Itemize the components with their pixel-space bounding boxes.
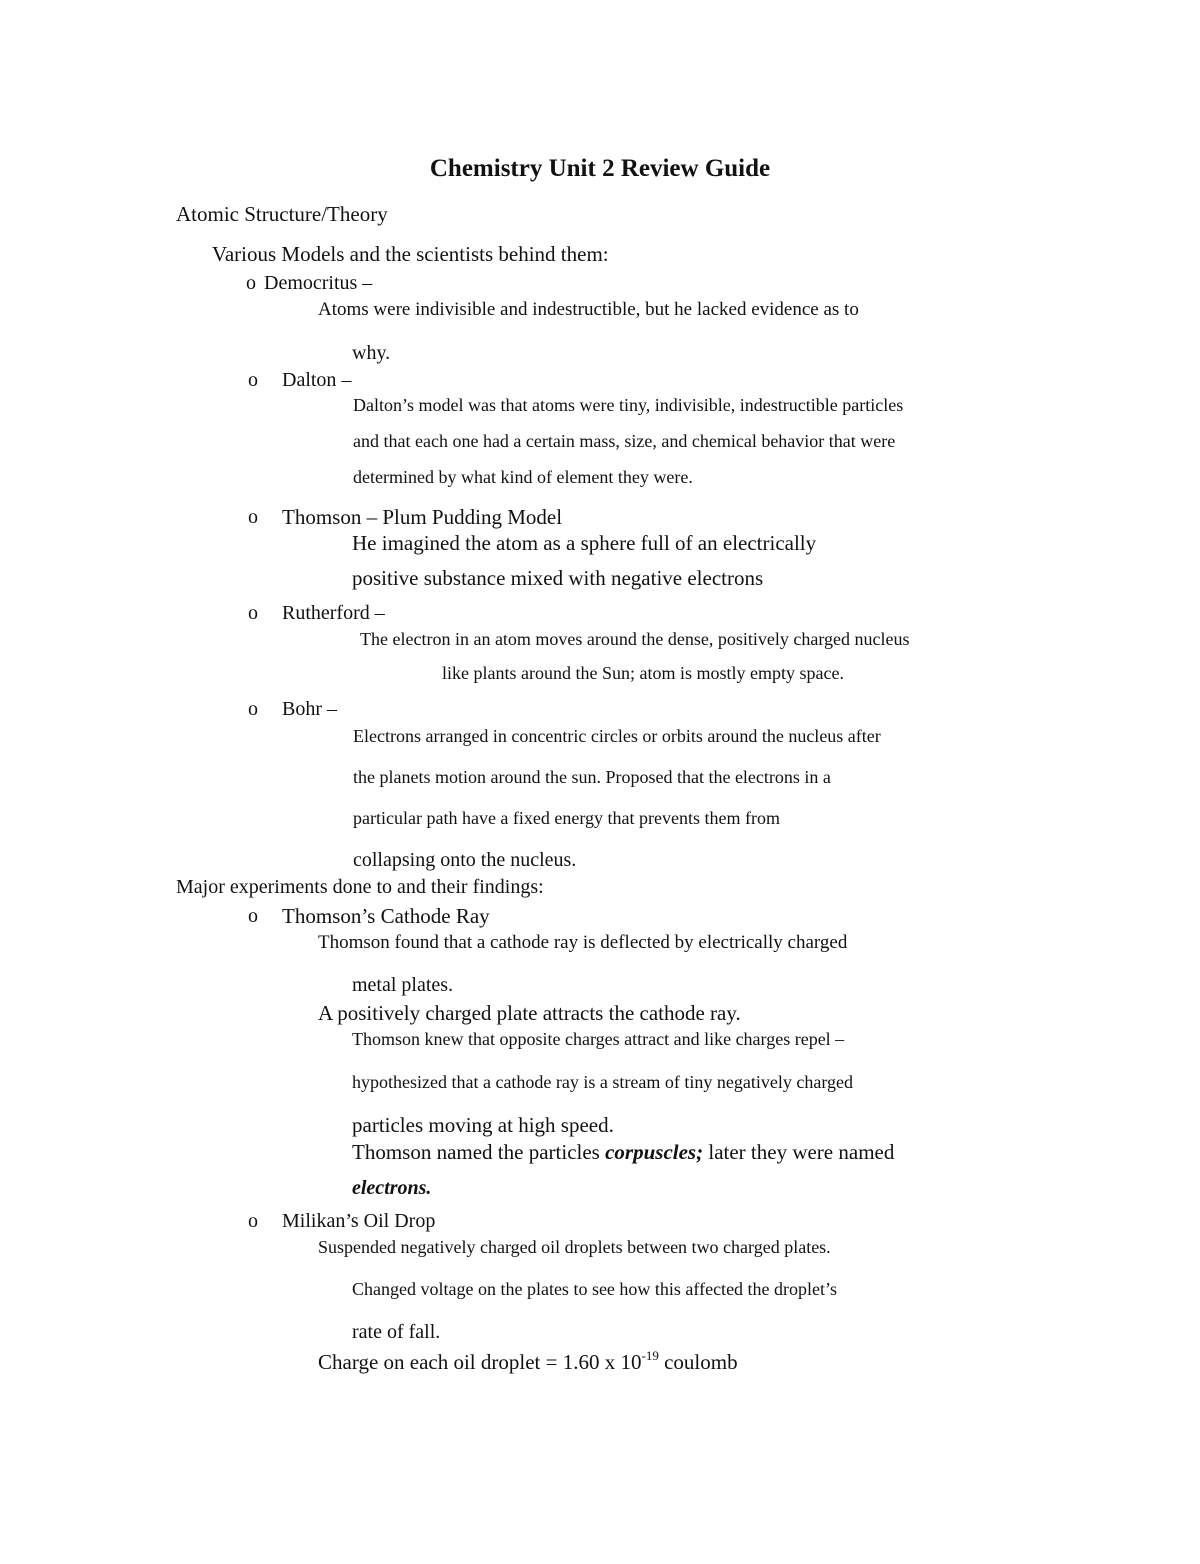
page-title: Chemistry Unit 2 Review Guide	[429, 155, 771, 182]
term-electrons: electrons.	[352, 1177, 432, 1199]
charge-exponent: -19	[641, 1348, 659, 1363]
cathode-text-line	[352, 1142, 894, 1163]
charge-text: Charge on each oil droplet = 1.60 x 10	[318, 1350, 642, 1374]
section-heading-atomic-structure: Atomic Structure/Theory	[176, 202, 388, 226]
cathode-text-line: hypothesized that a cathode ray is a stream of tiny negatively charged	[352, 1072, 853, 1092]
cathode-text-part: later they were named	[703, 1140, 895, 1164]
thomson-text-line: positive substance mixed with negative electrons	[352, 566, 764, 590]
bullet-marker: o	[248, 698, 258, 720]
dalton-name: Dalton –	[282, 369, 352, 391]
dalton-text-line: determined by what kind of element they were.	[353, 467, 693, 487]
oil-drop-text-line: Suspended negatively charged oil droplets between two charged plates.	[318, 1237, 831, 1257]
rutherford-text-line: The electron in an atom moves around the dense, positively charged nucleus	[360, 629, 910, 649]
bohr-text-line: collapsing onto the nucleus.	[353, 849, 577, 871]
bullet-marker: o	[248, 369, 258, 391]
thomson-text-line: He imagined the atom as a sphere full of an electrically	[352, 531, 817, 555]
democritus-text-line: why.	[352, 342, 391, 364]
oil-drop-text-line: rate of fall.	[352, 1321, 441, 1343]
oil-drop-text-line: Changed voltage on the plates to see how this affected the droplet’s	[352, 1279, 838, 1299]
cathode-text-line: A positively charged plate attracts the cathode ray.	[318, 1001, 741, 1025]
cathode-text-line: Thomson knew that opposite charges attract and like charges repel –	[352, 1029, 845, 1049]
cathode-ray-name: Thomson’s Cathode Ray	[282, 904, 490, 928]
dalton-text-line: Dalton’s model was that atoms were tiny, indivisible, indestructible particles	[353, 395, 904, 415]
bullet-marker: o	[248, 905, 258, 927]
rutherford-text-line: like plants around the Sun; atom is mostly empty space.	[442, 663, 844, 683]
cathode-text-line: Thomson found that a cathode ray is deflected by electrically charged	[318, 932, 848, 953]
democritus-text-line: Atoms were indivisible and indestructible, but he lacked evidence as to	[318, 299, 859, 320]
bullet-marker: o	[248, 506, 258, 528]
bohr-text-line: Electrons arranged in concentric circles or orbits around the nucleus after	[353, 726, 881, 746]
thomson-name: Thomson – Plum Pudding Model	[282, 505, 563, 529]
charge-unit: coulomb	[658, 1350, 738, 1374]
dalton-text-line: and that each one had a certain mass, size, and chemical behavior that were	[353, 431, 896, 451]
subheading-models: Various Models and the scientists behind them:	[212, 242, 609, 266]
democritus-name: Democritus –	[264, 272, 373, 294]
oil-drop-name: Milikan’s Oil Drop	[282, 1210, 436, 1232]
rutherford-name: Rutherford –	[282, 602, 385, 624]
bohr-name: Bohr –	[282, 698, 337, 720]
bullet-marker: o	[248, 602, 258, 624]
oil-drop-charge-line	[318, 1348, 738, 1374]
cathode-text-line: metal plates.	[352, 974, 454, 996]
term-corpuscles: corpuscles;	[605, 1140, 704, 1164]
bullet-marker: o	[248, 1210, 258, 1232]
section-heading-experiments: Major experiments done to and their findings:	[176, 876, 544, 898]
bohr-text-line: the planets motion around the sun. Proposed that the electrons in a	[353, 767, 831, 787]
cathode-text-line: particles moving at high speed.	[352, 1113, 614, 1137]
bullet-marker: o	[246, 272, 256, 294]
cathode-text-part: Thomson named the particles	[352, 1140, 606, 1164]
bohr-text-line: particular path have a fixed energy that prevents them from	[353, 808, 780, 828]
